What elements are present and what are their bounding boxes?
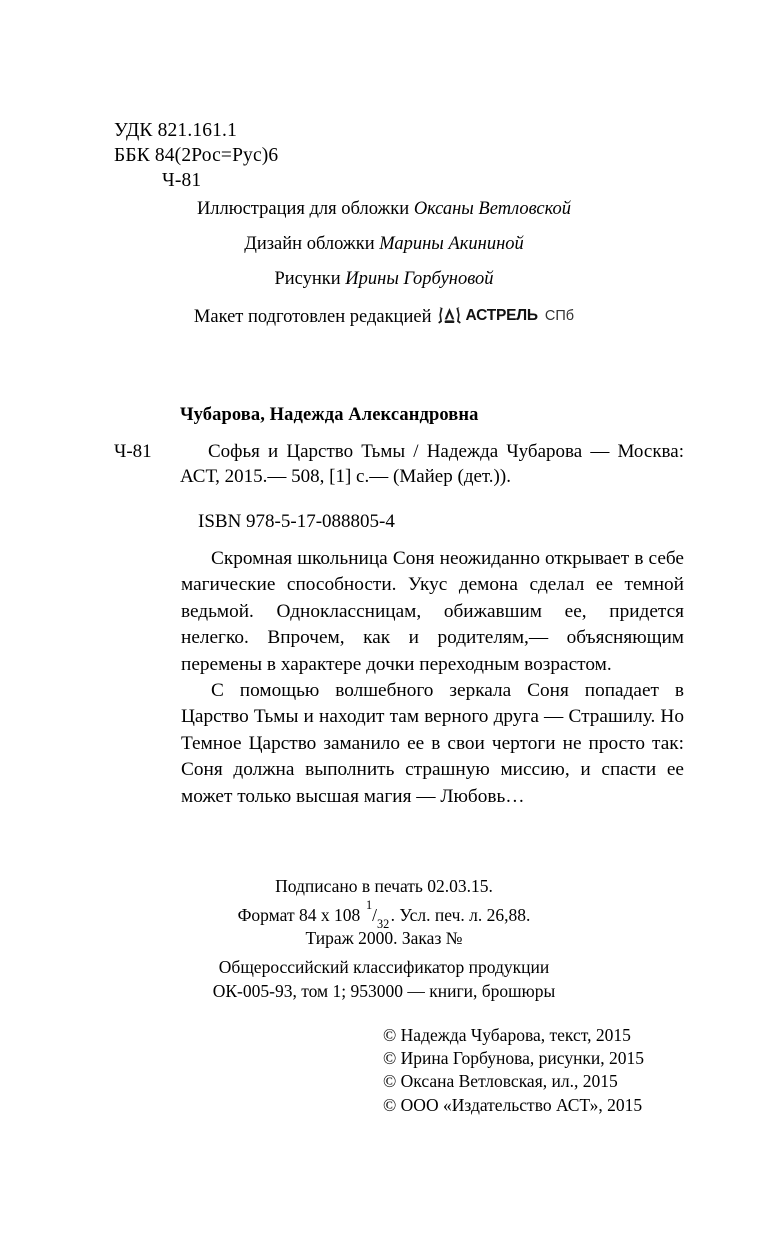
classifier-line-2: ОК-005-93, том 1; 953000 — книги, брошюры — [212, 981, 556, 1001]
credit-cover-design-prefix: Дизайн обложки — [244, 234, 380, 254]
astrel-a-mark-icon — [438, 305, 461, 326]
credit-drawings-prefix: Рисунки — [274, 269, 346, 289]
udk-code: УДК 821.161.1 — [114, 120, 237, 141]
library-classification-codes — [114, 118, 278, 193]
format-fraction — [365, 898, 391, 931]
credit-cover-design-name: Марины Акининой — [379, 234, 524, 254]
credit-layout-prefix: Макет подготовлен редакцией — [193, 307, 432, 327]
credit-drawings — [114, 270, 654, 288]
credit-drawings-name: Ирины Горбуновой — [345, 269, 494, 289]
bbk-code: ББК 84(2Рос=Рус)6 — [114, 145, 279, 166]
author-mark-code: Ч-81 — [162, 170, 202, 191]
cip-author-heading: Чубарова, Надежда Александровна — [180, 405, 479, 425]
format-slash: / — [372, 904, 377, 925]
format-suffix: . Усл. печ. л. 26,88. — [390, 904, 531, 925]
format-numerator: 1 — [365, 898, 373, 913]
credit-layout — [114, 305, 654, 326]
annotation-paragraph-1: Скромная школьница Соня неожиданно открывает в себе магические способности. Укус демона сделал ее темной ведьмой. Одноклассницам, обижавшим ее, придется нелегко. Впрочем, как и родителям,— объясняющим перемены в характере дочки переходным возрастом. — [181, 548, 684, 675]
copyright-line-illustration: © Оксана Ветловская, ил., 2015 — [383, 1071, 618, 1092]
classifier-line-1: Общероссийский классификатор продукции — [218, 957, 550, 977]
credit-cover-illustration-prefix: Иллюстрация для обложки — [196, 199, 414, 219]
astrel-spb-logo — [438, 305, 574, 326]
cip-description: Софья и Царство Тьмы / Надежда Чубарова — Москва: АСТ, 2015.— 508, [1] с.— (Майер (дет.)). — [180, 441, 684, 487]
print-run-line: Тираж 2000. Заказ № — [305, 927, 463, 948]
cip-author-mark: Ч-81 — [114, 441, 152, 462]
credit-cover-illustration-name: Оксаны Ветловской — [413, 199, 572, 219]
isbn-value: ISBN 978-5-17-088805-4 — [198, 511, 395, 532]
annotation-paragraph-2: С помощью волшебного зеркала Соня попадает в Царство Тьмы и находит там верного друга — Страшилу. Но Темное Царство заманило ее в свои чертоги не просто так: Соня должна выполнить страшную миссию, и спасти ее может только высшая магия — Любовь… — [181, 680, 684, 807]
signed-to-print-line: Подписано в печать 02.03.15. — [275, 876, 493, 896]
copyright-block — [383, 1024, 644, 1117]
copyright-line-text: © Надежда Чубарова, текст, 2015 — [383, 1025, 631, 1045]
astrel-city-label: СПб — [544, 307, 575, 324]
copyright-line-publisher: © ООО «Издательство АСТ», 2015 — [383, 1094, 643, 1115]
cip-record — [114, 405, 684, 533]
imprint-block — [114, 875, 654, 950]
book-annotation — [181, 546, 684, 810]
credits-block — [114, 200, 654, 326]
credit-cover-design — [114, 235, 654, 253]
cip-body — [114, 439, 684, 489]
product-classifier-block — [114, 955, 654, 1003]
astrel-wordmark: АСТРЕЛЬ — [465, 306, 538, 324]
format-line — [114, 898, 654, 931]
credit-cover-illustration — [114, 200, 654, 218]
format-denominator: 32 — [376, 916, 390, 931]
format-prefix: Формат 84 х 108 — [237, 904, 365, 925]
copyright-line-drawings: © Ирина Горбунова, рисунки, 2015 — [383, 1048, 645, 1069]
